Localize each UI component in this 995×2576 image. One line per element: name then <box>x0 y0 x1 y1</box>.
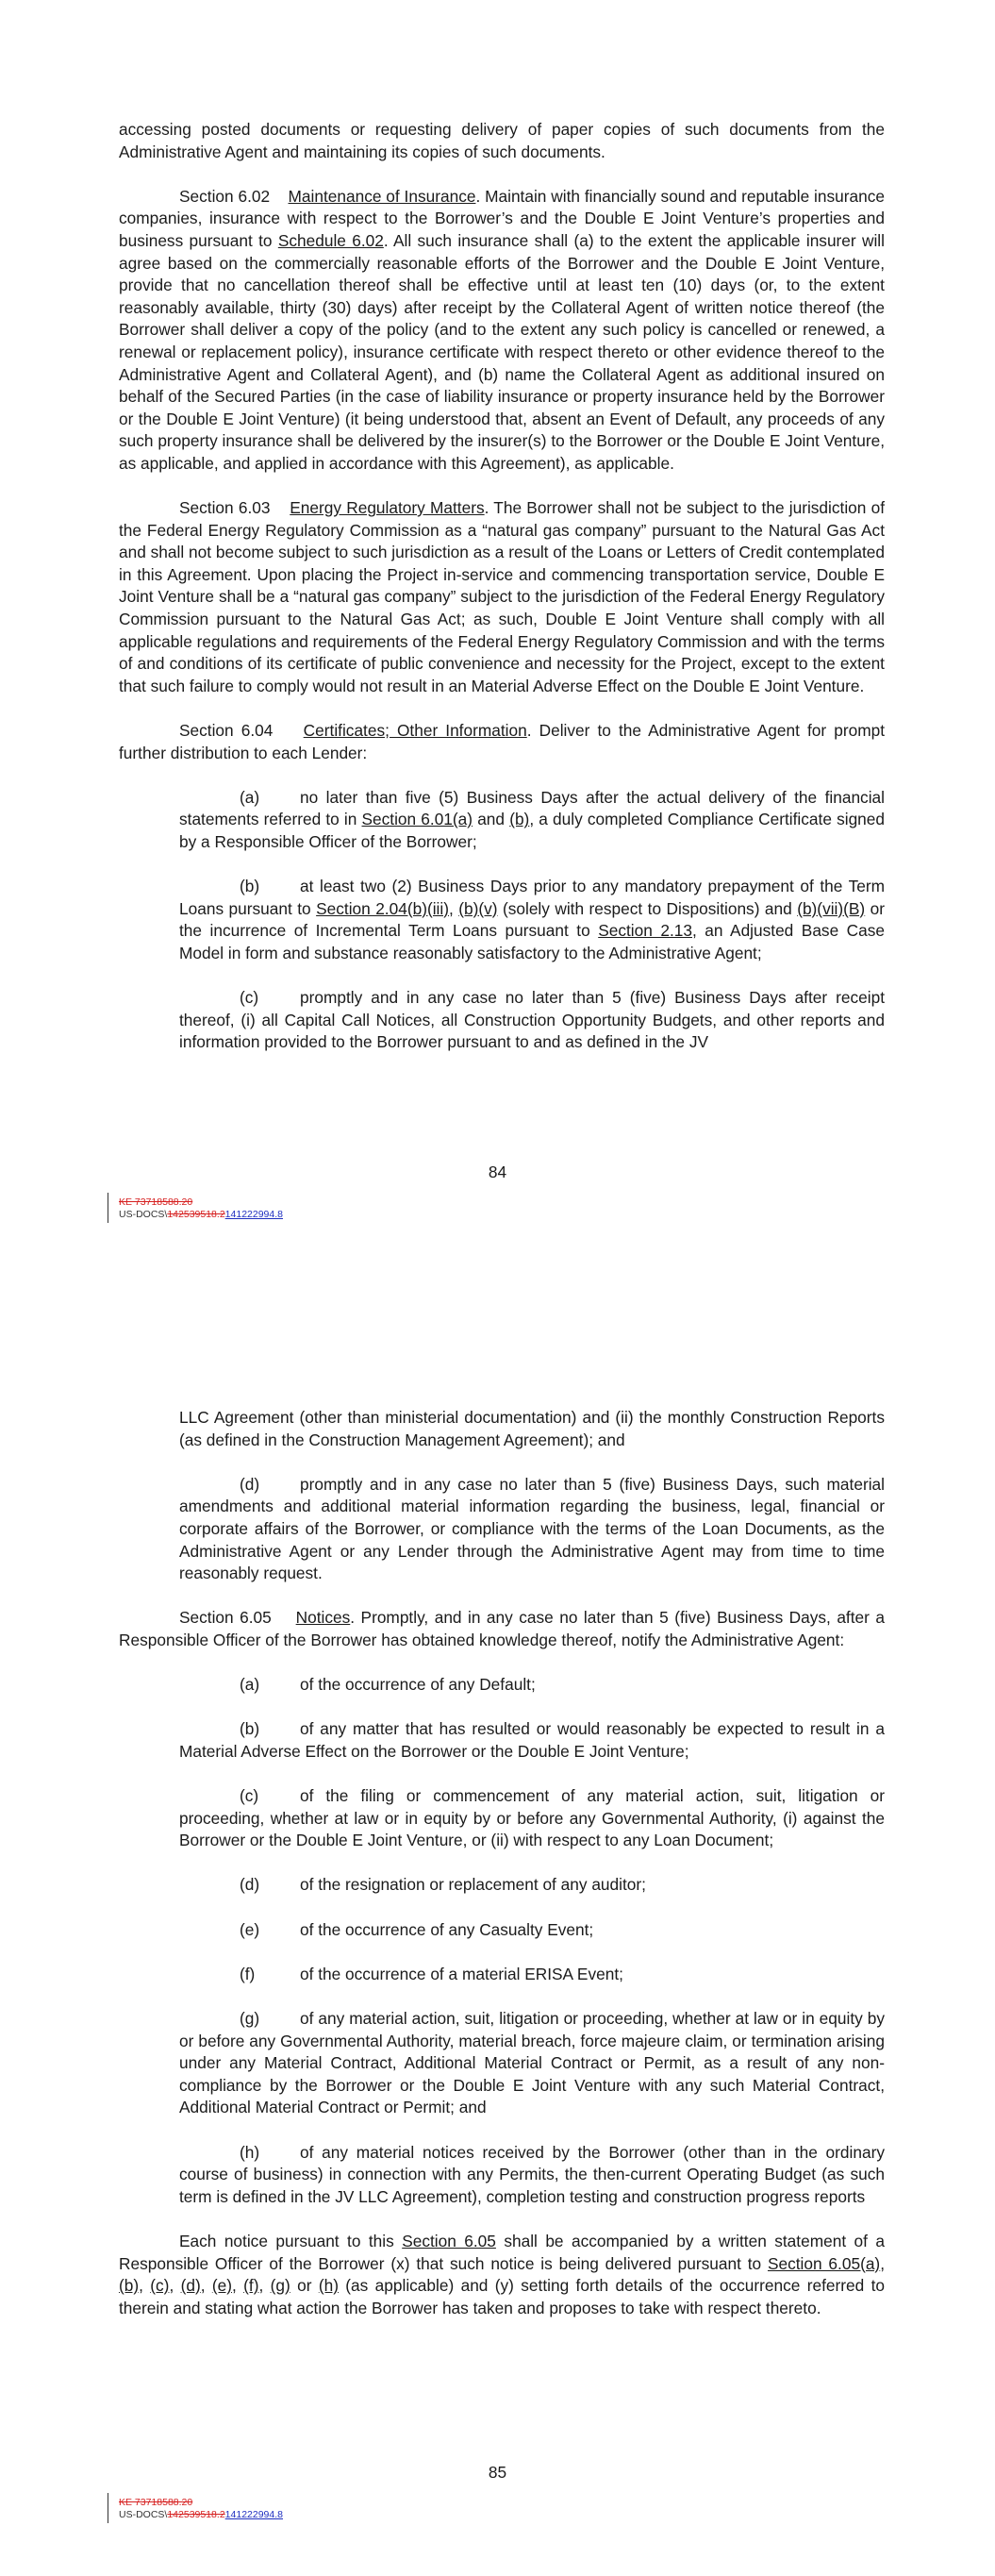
cross-reference: (b) <box>509 810 530 829</box>
cross-reference: (h) <box>318 2276 339 2296</box>
clause-6-04-c: (c) promptly and in any case no later than 5 (five) Business Days after receipt thereof, (i) all Capital Call Notices, all Construction Opportunity Budgets, and other reports and information provided to the Borrower pursuant to and as defined in the JV <box>179 988 885 1052</box>
section-6-03: Section 6.03 Energy Regulatory Matters. The Borrower shall not be subject to the jurisdiction of the Federal Energy Regulatory Commission as a “natural gas company” pursuant to the Natural Gas Act and shall not become subject to such jurisdiction as a result of the Loans or Letters of Credit contemplated in this Agreement. Upon placing the Project in-service and commencing transportation service, Double E Joint Venture shall be a “natural gas company” subject to the jurisdiction of the Federal Energy Regulatory Commission pursuant to the Natural Gas Act; as such, Double E Joint Venture shall comply with all applicable regulations and requirements of the Federal Energy Regulatory Commission and with the terms of and conditions of its certificate of public convenience and necessity for the Project, except to the extent that such failure to comply would not result in an Material Adverse Effect on the Double E Joint Venture. <box>119 498 885 695</box>
deleted-doc-version: 142539518.2 <box>167 2509 225 2520</box>
page-85 <box>0 1288 995 2576</box>
intro-paragraph: accessing posted documents or requesting delivery of paper copies of such documents from the Administrative Agent and maintaining its copies of such documents. <box>119 120 885 161</box>
section-title: Certificates; Other Information <box>303 721 527 741</box>
page-number: 84 <box>488 1163 507 1181</box>
notice-item: (b) of any matter that has resulted or would reasonably be expected to result in a Material Adverse Effect on the Borrower or the Double E Joint Venture; <box>179 1719 885 1761</box>
cross-reference: (b)(vii)(B) <box>797 898 866 918</box>
notice-item: (f) of the occurrence of a material ERISA Event; <box>179 1964 885 1986</box>
notice-item: (d) of the resignation or replacement of any auditor; <box>179 1874 885 1897</box>
clause-label: (f) <box>240 1964 256 1983</box>
page-number: 85 <box>488 2463 507 2482</box>
clause-label: (b) <box>240 1719 260 1739</box>
notice-item: (a) of the occurrence of any Default; <box>179 1674 885 1697</box>
cross-reference: (f) <box>243 2276 259 2296</box>
cross-reference: (b)(v) <box>458 898 498 918</box>
cross-reference: Section 2.13 <box>598 921 692 941</box>
notice-item: (c) of the filing or commencement of any material action, suit, litigation or proceeding, whether at law or in equity by or before any Governmental Authority, (i) against the Borrower or the Double E Joint Venture, or (ii) with respect to any Loan Document; <box>179 1786 885 1850</box>
notice-item: (e) of the occurrence of any Casualty Event; <box>179 1919 885 1942</box>
clause-label: (d) <box>240 1474 260 1494</box>
clause-label: (b) <box>240 877 260 896</box>
document-footer: KE 73718588.20 US-DOCS\142539518.2141222994.8 <box>119 1196 283 1220</box>
cross-reference: (e) <box>211 2276 232 2296</box>
cross-reference: (g) <box>270 2276 290 2296</box>
inserted-doc-version: 141222994.8 <box>224 1209 283 1220</box>
notice-item: (g) of any material action, suit, litigation or proceeding, whether at law or in equity by or before any Governmental Authority, material breach, force majeure claim, or termination arising under any Material Contract, Additional Material Contract or Permit, as a result of any non-compliance by the Borrower or the Double E Joint Venture with any such Material Contract, Additional Material Contract or Permit; and <box>179 2009 885 2117</box>
clause-continuation: LLC Agreement (other than ministerial documentation) and (ii) the monthly Construction Reports (as defined in the Construction Management Agreement); and <box>179 1408 885 1449</box>
cross-reference: (b) <box>119 2276 140 2296</box>
section-6-02: Section 6.02 Maintenance of Insurance. Maintain with financially sound and reputable insurance companies, insurance with respect to the Borrower’s and the Double E Joint Venture’s properties and business pursuant to Schedule 6.02. All such insurance shall (a) to the extent the applicable insurer will agree based on the commercially reasonable efforts of the Borrower and the Double E Joint Venture, provide that no cancellation thereof shall be effective until at least ten (10) days (or, to the extent reasonably available, thirty (30) days) after receipt by the Collateral Agent of written notice thereof (the Borrower shall deliver a copy of the policy (and to the extent any such policy is cancelled or renewed, a renewal or replacement policy), insurance certificate with respect thereto or other evidence thereof to the Administrative Agent and Collateral Agent), and (b) name the Collateral Agent as additional insured on behalf of the Secured Parties (in the case of liability insurance or property insurance held by the Borrower or the Double E Joint Venture) (it being understood that, absent an Event of Default, any proceeds of any such property insurance shall be delivered by the insurer(s) to the Borrower or the Double E Joint Venture, as applicable, and applied in accordance with this Agreement), as applicable. <box>119 186 885 473</box>
section-number: Section 6.03 <box>179 498 271 518</box>
cross-reference: Schedule 6.02 <box>277 230 384 250</box>
section-title: Maintenance of Insurance <box>288 186 476 206</box>
clause-label: (a) <box>240 787 260 807</box>
cross-reference: (d) <box>180 2276 201 2296</box>
section-number: Section 6.05 <box>179 1608 272 1628</box>
clause-label: (c) <box>240 988 259 1008</box>
document-footer: KE 73718588.20 US-DOCS\142539518.2141222994.8 <box>119 2497 283 2520</box>
cross-reference: Section 2.04(b)(iii) <box>316 898 449 918</box>
clause-label: (a) <box>240 1675 260 1695</box>
clause-label: (d) <box>240 1875 260 1895</box>
clause-label: (h) <box>240 2142 260 2162</box>
section-6-04: Section 6.04 Certificates; Other Information. Deliver to the Administrative Agent for prompt further distribution to each Lender: <box>119 721 885 762</box>
clause-label: (e) <box>240 1919 260 1939</box>
cross-reference: (c) <box>150 2276 170 2296</box>
notice-item: (h) of any material notices received by the Borrower (other than in the ordinary course of business) in connection with any Permits, the then-current Operating Budget (as such term is defined in the JV LLC Agreement), completion testing and construction progress reports <box>179 2142 885 2206</box>
section-6-05-closing: Each notice pursuant to this Section 6.05 shall be accompanied by a written statement of a Responsible Officer of the Borrower (x) that such notice is being delivered pursuant to Section 6.05(a), (b), (c), (d), (e), (f), (g) or (h) (as applicable) and (y) setting forth details of the occurrence referred to therein and stating what action the Borrower has taken and proposes to take with respect thereto. <box>119 2231 886 2317</box>
page-85-body <box>119 1407 885 2342</box>
page-84-body <box>119 119 885 1077</box>
deleted-doc-id: KE 73718588.20 <box>119 1196 193 1208</box>
section-number: Section 6.02 <box>179 186 271 206</box>
cross-reference: Section 6.01(a) <box>361 810 473 829</box>
clause-6-04-a: (a) no later than five (5) Business Days after the actual delivery of the financial statements referred to in Section 6.01(a) and (b), a duly completed Compliance Certificate signed by a Responsible Officer of the Borrower; <box>179 787 886 851</box>
clause-label: (g) <box>240 2009 260 2029</box>
section-6-05: Section 6.05 Notices. Promptly, and in any case no later than 5 (five) Business Days, after a Responsible Officer of the Borrower has obtained knowledge thereof, notify the Administrative Agent: <box>119 1608 885 1649</box>
section-title: Energy Regulatory Matters <box>290 498 485 518</box>
clause-6-04-b: (b) at least two (2) Business Days prior to any mandatory prepayment of the Term Loans pursuant to Section 2.04(b)(iii), (b)(v) (solely with respect to Dispositions) and (b)(vii)(B) or the incurrence of Incremental Term Loans pursuant to Section 2.13, an Adjusted Base Case Model in form and substance reasonably satisfactory to the Administrative Agent; <box>179 877 886 962</box>
cross-reference: Section 6.05(a) <box>767 2253 881 2273</box>
section-title: Notices <box>295 1608 351 1628</box>
section-number: Section 6.04 <box>179 721 274 741</box>
deleted-doc-id: KE 73718588.20 <box>119 2497 193 2508</box>
deleted-doc-version: 142539518.2 <box>167 1209 225 1220</box>
clause-6-04-d: (d) promptly and in any case no later than 5 (five) Business Days, such material amendments and additional material information regarding the business, legal, financial or corporate affairs of the Borrower, or compliance with the terms of the Loan Documents, as the Administrative Agent or any Lender through the Administrative Agent may from time to time reasonably request. <box>179 1474 885 1583</box>
inserted-doc-version: 141222994.8 <box>224 2509 283 2520</box>
clause-label: (c) <box>240 1786 259 1806</box>
cross-reference: Section 6.05 <box>402 2231 496 2250</box>
